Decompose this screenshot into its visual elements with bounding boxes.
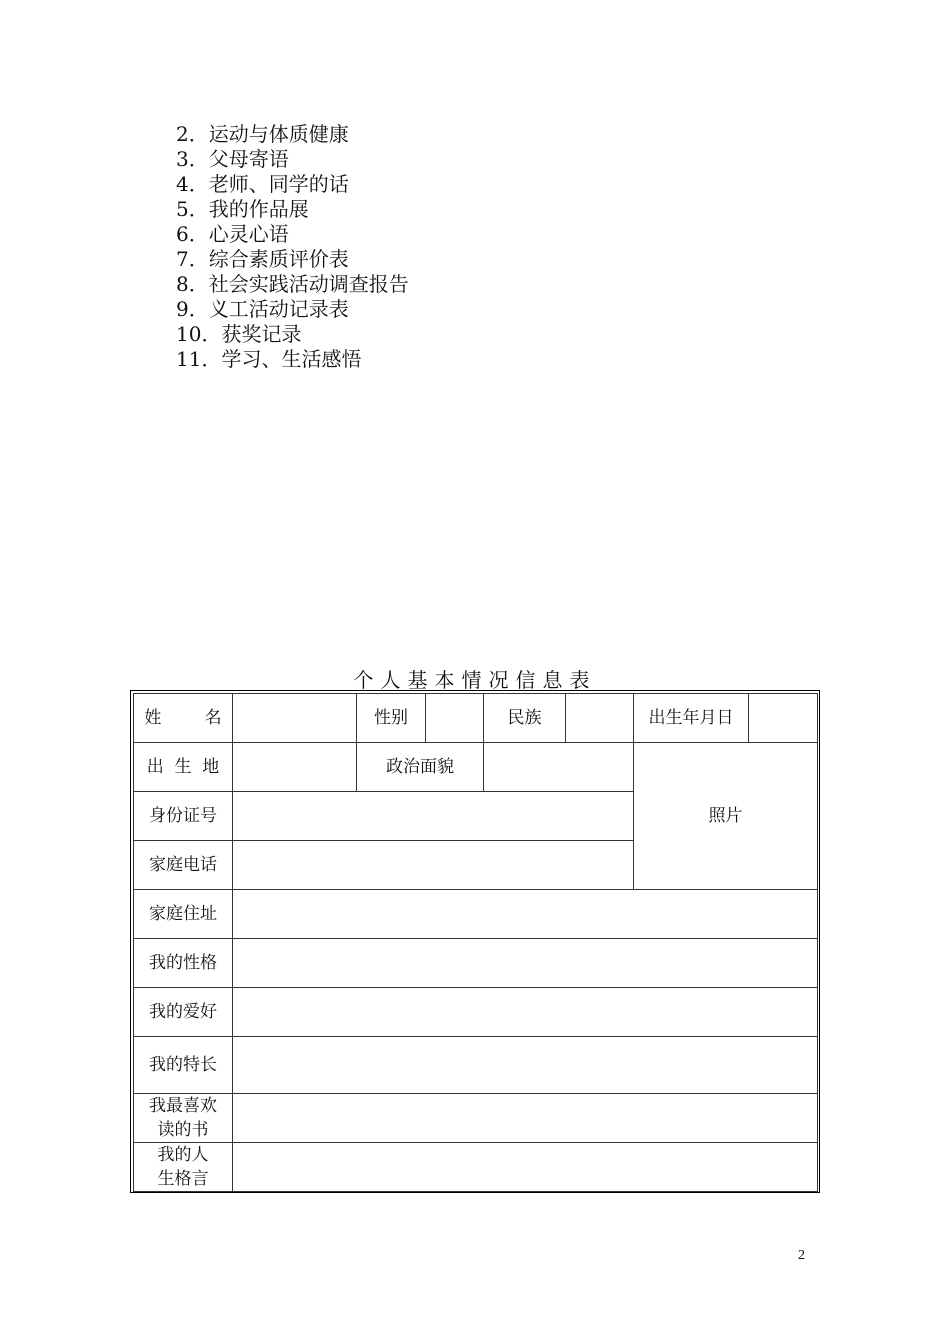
home-phone-label: 家庭电话 — [134, 841, 233, 890]
political-status-field[interactable] — [484, 743, 634, 792]
contents-item: 3．父母寄语 — [176, 147, 289, 171]
contents-item: 6．心灵心语 — [176, 222, 289, 246]
personality-field[interactable] — [233, 939, 818, 988]
personal-info-table — [133, 693, 818, 1192]
contents-item: 9．义工活动记录表 — [176, 297, 349, 321]
birthplace-label: 出 生 地 — [134, 743, 233, 792]
id-number-field[interactable] — [233, 792, 634, 841]
name-field[interactable] — [233, 694, 357, 743]
strengths-field[interactable] — [233, 1037, 818, 1094]
contents-item: 10．获奖记录 — [176, 322, 302, 346]
favorite-book-label-line2: 读的书 — [157, 1120, 209, 1140]
id-number-label: 身份证号 — [134, 792, 233, 841]
contents-item: 4．老师、同学的话 — [176, 172, 349, 196]
form-title: 个人基本情况信息表 — [353, 668, 597, 692]
gender-label: 性别 — [357, 694, 426, 743]
birthdate-label: 出生年月日 — [634, 694, 749, 743]
name-label: 姓 名 — [134, 694, 233, 743]
home-phone-field[interactable] — [233, 841, 634, 890]
favorite-book-label-line1: 我最喜欢 — [149, 1096, 217, 1116]
favorite-book-label — [134, 1094, 233, 1143]
photo-box[interactable]: 照片 — [634, 743, 818, 890]
life-motto-label-line1: 我的人 — [157, 1145, 209, 1165]
personality-label: 我的性格 — [134, 939, 233, 988]
contents-item: 11．学习、生活感悟 — [176, 347, 362, 371]
contents-item: 5．我的作品展 — [176, 197, 309, 221]
life-motto-field[interactable] — [233, 1143, 818, 1192]
ethnicity-field[interactable] — [566, 694, 634, 743]
birthplace-field[interactable] — [233, 743, 357, 792]
contents-item: 7．综合素质评价表 — [176, 247, 349, 271]
life-motto-label-line2: 生格言 — [157, 1169, 209, 1189]
page-number: 2 — [798, 1248, 805, 1263]
info-table-frame — [130, 690, 820, 1193]
hobbies-label: 我的爱好 — [134, 988, 233, 1037]
strengths-label: 我的特长 — [134, 1037, 233, 1094]
home-address-field[interactable] — [233, 890, 818, 939]
contents-item: 2．运动与体质健康 — [176, 122, 349, 146]
political-status-label: 政治面貌 — [357, 743, 484, 792]
contents-item: 8．社会实践活动调查报告 — [176, 272, 409, 296]
favorite-book-field[interactable] — [233, 1094, 818, 1143]
ethnicity-label: 民族 — [484, 694, 566, 743]
hobbies-field[interactable] — [233, 988, 818, 1037]
contents-list — [176, 122, 409, 372]
gender-field[interactable] — [426, 694, 484, 743]
home-address-label: 家庭住址 — [134, 890, 233, 939]
life-motto-label — [134, 1143, 233, 1192]
birthdate-field[interactable] — [749, 694, 818, 743]
